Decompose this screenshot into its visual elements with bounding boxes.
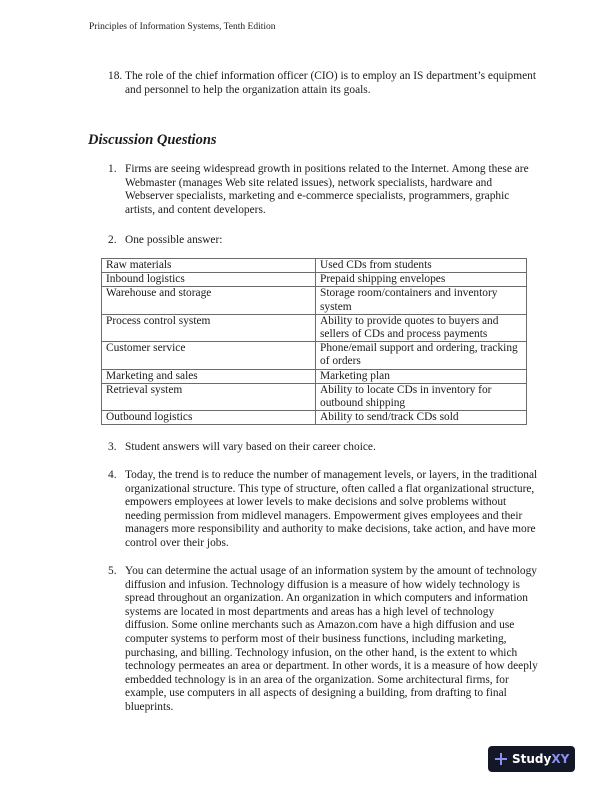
table-cell: Process control system	[102, 314, 316, 341]
brand-name	[512, 752, 569, 766]
brand-main: Study	[512, 752, 552, 766]
table-cell: Warehouse and storage	[102, 287, 316, 314]
question-number: 1.	[108, 163, 117, 175]
table-cell: Marketing plan	[316, 369, 527, 383]
discussion-question-5	[108, 565, 538, 715]
table-row	[102, 342, 527, 369]
discussion-question-1	[108, 163, 538, 217]
brand-accent: XY	[551, 752, 570, 766]
table-row	[102, 383, 527, 410]
table-cell: Ability to send/track CDs sold	[316, 411, 527, 425]
section-heading: Discussion Questions	[88, 132, 217, 148]
table-cell: Retrieval system	[102, 383, 316, 410]
table-cell: Customer service	[102, 342, 316, 369]
table-cell: Ability to provide quotes to buyers and sellers of CDs and process payments	[316, 314, 527, 341]
table-row	[102, 314, 527, 341]
question-number: 3.	[108, 441, 117, 453]
table-cell: Ability to locate CDs in inventory for outbound shipping	[316, 383, 527, 410]
studyxy-logo[interactable]	[488, 746, 575, 772]
question-text: You can determine the actual usage of an information system by the amount of technology diffusion and infusion. Technology diffusion is a measure of how widely technology is spread throughout an organization. An organization in which computers and information systems are located in most departments and areas has a high level of technology diffusion. Some online merchants such as Amazon.com have a high diffusion and use computer systems to perform most of their business functions, including marketing, purchasing, and billing. Technology infusion, on the other hand, is the extent to which technology permeates an area or department. In other words, it is a measure of how deeply embedded technology is in an area of the organization. Some architectural firms, for example, use computers in all aspects of designing a building, from drafting to final blueprints.	[125, 565, 538, 713]
table-cell: Phone/email support and ordering, tracking of orders	[316, 342, 527, 369]
question-text: Firms are seeing widespread growth in positions related to the Internet. Among these are Webmaster (manages Web site related issues), network specialists, hardware and Webserver specialists, marketing and e-commerce specialists, programmers, graphic artists, and content developers.	[125, 163, 529, 216]
discussion-question-4	[108, 469, 538, 551]
table-cell: Marketing and sales	[102, 369, 316, 383]
discussion-question-2	[108, 234, 538, 248]
running-header: Principles of Information Systems, Tenth Edition	[89, 22, 276, 32]
table-cell: Outbound logistics	[102, 411, 316, 425]
table-row	[102, 287, 527, 314]
table-cell: Used CDs from students	[316, 259, 527, 273]
plus-icon	[495, 753, 507, 765]
table-row	[102, 273, 527, 287]
question-text: Student answers will vary based on their career choice.	[125, 441, 376, 453]
item-number: 18.	[108, 70, 123, 82]
value-chain-table	[101, 258, 527, 425]
table-cell: Raw materials	[102, 259, 316, 273]
question-number: 2.	[108, 234, 117, 246]
table-row	[102, 369, 527, 383]
table-cell: Inbound logistics	[102, 273, 316, 287]
question-number: 4.	[108, 469, 117, 481]
table-cell: Prepaid shipping envelopes	[316, 273, 527, 287]
question-text: Today, the trend is to reduce the number of management levels, or layers, in the traditional organizational structure. This type of structure, often called a flat organizational structure, empowers employees at lower levels to make decisions and solve problems without needing permission from midlevel managers. Empowerment gives employees and their managers more responsibility and authority to make decisions, take action, and have more control over their jobs.	[125, 469, 538, 549]
discussion-question-3	[108, 441, 538, 455]
question-text: One possible answer:	[125, 234, 223, 246]
item-text: The role of the chief information officer (CIO) is to employ an IS department’s equipment and personnel to help the organization attain its goals.	[125, 70, 536, 96]
question-number: 5.	[108, 565, 117, 577]
review-question-18	[108, 70, 538, 97]
table-row	[102, 259, 527, 273]
table-row	[102, 411, 527, 425]
table-cell: Storage room/containers and inventory system	[316, 287, 527, 314]
